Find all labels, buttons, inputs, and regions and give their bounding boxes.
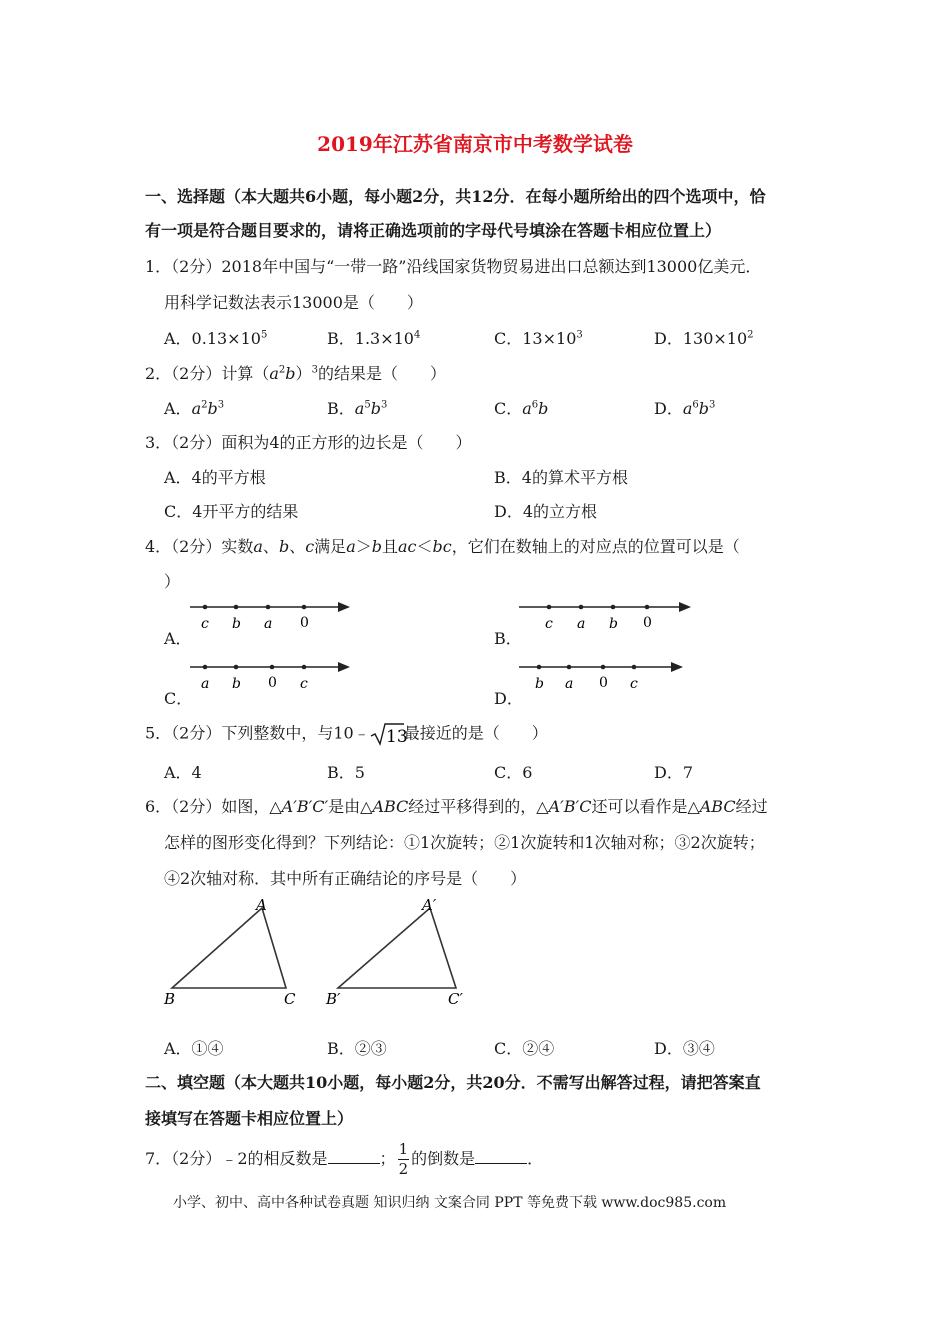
stem-text: 是由△ [328,797,373,816]
axis-label: b [232,676,241,692]
vertex-label-c-prime: C′ [448,990,463,1008]
question-6-option-c[interactable]: C．②④ [494,1039,555,1058]
variable: a [191,399,202,418]
axis-label: a [577,616,586,632]
option-label: C． [494,399,523,418]
option-text: A．0.13×10 [164,329,261,348]
question-5-stem [145,722,548,746]
question-1-option-a[interactable] [164,326,267,349]
question-5-option-b[interactable]: B．5 [327,763,365,782]
variable: a [346,537,356,556]
stem-text: 4．（2分）实数 [145,537,254,556]
vertex-label-a: A [256,896,267,914]
triangle-abc [172,908,286,988]
page-title: 2019年江苏省南京市中考数学试卷 [317,132,633,156]
question-3-option-d[interactable]: D．4的立方根 [494,502,598,521]
vertex-label-c: C [284,990,296,1008]
stem-text: 最接近的是（ ） [403,723,548,743]
question-3-option-a[interactable]: A．4的平方根 [164,468,266,487]
axis-label: 0 [300,615,309,631]
question-5-option-c[interactable]: C．6 [494,763,533,782]
question-1-option-b[interactable] [327,326,420,349]
variable: ac [398,537,417,556]
axis-label: b [609,616,618,632]
question-4-option-d-label[interactable]: D． [494,689,523,708]
vertex-label-b-prime: B′ [326,990,341,1008]
variable: a [269,364,279,383]
stem-text: 经过 [735,797,768,816]
exponent: 5 [364,399,371,411]
triangle-a-prime [338,908,456,988]
stem-text: ； [379,1149,396,1168]
variable: a [522,399,532,418]
stem-text: ． [527,1149,544,1168]
question-3-option-b[interactable]: B．4的算术平方根 [494,468,628,487]
option-text: D．130×10 [654,329,748,348]
axis-label: c [545,616,553,632]
exponent: 2 [747,329,754,341]
stem-text: 还可以看作是△ [591,797,700,816]
stem-text: 且 [382,537,399,556]
stem-text: 的倒数是 [411,1149,476,1168]
question-6-option-d[interactable]: D．③④ [654,1039,715,1058]
axis-label: a [565,676,574,692]
variable: a [253,537,263,556]
axis-label: c [300,676,308,692]
exponent: 2 [278,364,286,376]
variable: b [285,364,296,383]
vertex-label-a-prime: A′ [422,896,437,914]
answer-blank-1[interactable] [328,1149,380,1164]
number-line-c [188,658,354,694]
question-1-stem: 1．（2分）2018年中国与“一带一路”沿线国家货物贸易进出口总额达到13000亿美元． [145,257,762,276]
axis-label: a [201,676,210,692]
stem-text: ） [295,364,312,383]
question-4-option-b-label[interactable]: B． [494,629,522,648]
axis-label: b [232,616,241,632]
stem-text: 、 [289,537,306,556]
variable: ABC [372,797,409,816]
stem-text: 7．（2分）﹣2的相反数是 [145,1149,328,1168]
question-4-stem [145,534,740,557]
question-4-option-a-label[interactable]: A． [164,629,192,648]
exponent: 3 [311,364,318,376]
stem-text: 满足 [314,537,347,556]
axis-label: b [535,676,544,692]
variable: b [698,399,710,418]
number-line-d [517,658,689,694]
stem-text: 的结果是（ ） [317,364,446,383]
triangle-figure [158,890,478,1010]
stem-text: 、 [262,537,279,556]
stem-text: 5．（2分）下列整数中，与10﹣ [145,723,370,743]
stem-text: ＜ [416,537,433,556]
axis-label: 0 [268,675,277,691]
variable: a [354,399,365,418]
axis-label: c [630,676,638,692]
question-2-option-a[interactable] [164,396,224,419]
axis-label: 0 [599,675,608,691]
variable: A′B′C′ [281,797,329,816]
variable: b [207,399,218,418]
exponent: 3 [709,399,716,411]
section-2-heading-line1: 二、填空题（本大题共10小题，每小题2分，共20分．不需写出解答过程，请把答案直 [145,1073,761,1092]
variable: b [370,399,381,418]
exponent: 4 [413,329,421,341]
section-2-heading-line2: 接填写在答题卡相应位置上） [145,1109,354,1128]
option-label: B． [327,399,355,418]
question-5-option-d[interactable]: D．7 [654,763,694,782]
exponent: 2 [201,399,208,411]
axis-label: c [201,616,209,632]
question-4-option-c-label[interactable]: C． [164,689,193,708]
answer-blank-2[interactable] [475,1149,527,1164]
question-6-option-a[interactable]: A．①④ [164,1039,224,1058]
variable: b [278,537,290,556]
exponent: 6 [531,399,539,411]
exponent: 6 [692,399,699,411]
variable: ABC [699,797,736,816]
footer-text: 小学、初中、高中各种试卷真题 知识归纳 文案合同 PPT 等免费下载 www.doc985.com [173,1195,727,1211]
fraction-one-half [398,1142,410,1177]
variable: b [538,399,549,418]
section-1-heading-line2: 有一项是符合题目要求的，请将正确选项前的字母代号填涂在答题卡相应位置上） [145,221,722,240]
option-label: D． [654,399,683,418]
denominator: 2 [398,1160,409,1178]
stem-text: 6．（2分）如图，△ [145,797,282,816]
question-6-stem-line2: 怎样的图形变化得到？下列结论：①1次旋转；②1次旋转和1次轴对称；③2次旋转； [164,833,765,852]
exponent: 3 [217,399,225,411]
question-2-option-c[interactable] [494,396,548,419]
variable: A′B′C [548,797,592,816]
stem-text: ，它们在数轴上的对应点的位置可以是（ [451,537,740,556]
axis-label: 0 [643,615,652,631]
exponent: 5 [260,329,268,341]
variable: bc [432,537,452,556]
question-4-stem-line2: ） [164,572,181,591]
question-5-option-a[interactable]: A．4 [164,763,202,782]
stem-text: ＞ [355,537,372,556]
exponent: 3 [380,399,388,411]
vertex-label-b: B [164,990,176,1008]
option-text: B．1.3×10 [327,329,414,348]
section-1-heading-line1: 一、选择题（本大题共6小题，每小题2分，共12分．在每小题所给出的四个选项中，恰 [145,187,766,206]
question-1-option-d[interactable] [654,326,754,349]
numerator: 1 [398,1140,409,1158]
question-2-option-b[interactable] [327,396,387,419]
radicand: 13 [385,727,408,747]
question-3-option-c[interactable]: C．4开平方的结果 [164,502,299,521]
variable: b [371,537,382,556]
radical-sign-icon [370,722,408,747]
stem-text: 2．（2分）计算（ [145,364,270,383]
variable: a [682,399,693,418]
number-line-b [517,598,697,634]
question-6-stem-line3: ④2次轴对称．其中所有正确结论的序号是（ ） [164,869,527,888]
axis-label: a [264,616,273,632]
stem-text: 经过平移得到的，△ [408,797,549,816]
question-7-stem [145,1142,543,1177]
variable: c [305,537,315,556]
question-6-option-b[interactable]: B．②③ [327,1039,387,1058]
square-root [370,722,408,747]
option-label: A． [164,399,192,418]
question-1-option-c[interactable] [494,326,583,349]
question-6-stem-line1 [145,794,768,817]
question-3-stem: 3．（2分）面积为4的正方形的边长是（ ） [145,433,472,452]
question-1-stem-line2: 用科学记数法表示13000是（ ） [164,293,423,312]
question-2-option-d[interactable] [654,396,715,419]
question-2-stem [145,361,446,384]
number-line-a [188,598,354,634]
exponent: 3 [576,329,583,341]
option-text: C．13×10 [494,329,577,348]
